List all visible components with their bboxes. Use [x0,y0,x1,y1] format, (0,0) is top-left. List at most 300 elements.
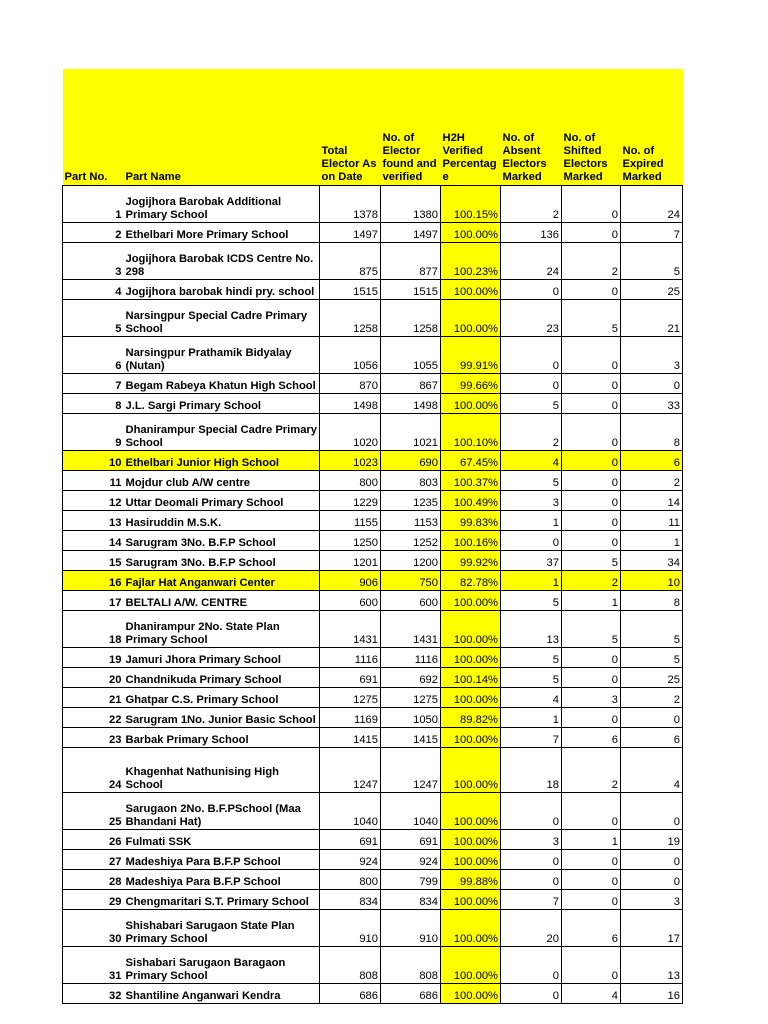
cell-shifted: 0 [562,471,621,491]
table-row [63,748,683,793]
cell-h2h-percentage: 100.00% [441,748,501,793]
cell-h2h-percentage: 100.00% [441,280,501,300]
cell-absent: 0 [501,984,562,1004]
cell-total-electors: 1023 [320,451,381,471]
cell-part-no: 20 [63,668,124,688]
cell-part-no: 4 [63,280,124,300]
table-row [63,531,683,551]
cell-h2h-percentage: 100.00% [441,300,501,337]
cell-part-no: 14 [63,531,124,551]
cell-part-name: Shishabari Sarugaon State Plan Primary School [124,910,320,947]
cell-expired: 8 [621,591,683,611]
cell-h2h-percentage: 100.23% [441,243,501,280]
cell-shifted: 0 [562,708,621,728]
cell-part-name: BELTALI A/W. CENTRE [124,591,320,611]
cell-expired: 33 [621,394,683,414]
cell-found-verified: 867 [381,374,441,394]
cell-h2h-percentage: 100.37% [441,471,501,491]
table-row [63,394,683,414]
table-row [63,947,683,984]
cell-absent: 0 [501,850,562,870]
table-row [63,551,683,571]
cell-part-name: Sarugram 3No. B.F.P School [124,531,320,551]
cell-shifted: 0 [562,850,621,870]
cell-shifted: 0 [562,491,621,511]
cell-total-electors: 1040 [320,793,381,830]
cell-part-no: 27 [63,850,124,870]
cell-absent: 37 [501,551,562,571]
cell-total-electors: 906 [320,571,381,591]
cell-h2h-percentage: 100.00% [441,688,501,708]
cell-h2h-percentage: 99.92% [441,551,501,571]
cell-total-electors: 691 [320,830,381,850]
cell-h2h-percentage: 100.00% [441,830,501,850]
cell-part-name: Narsingpur Special Cadre Primary School [124,300,320,337]
cell-expired: 2 [621,471,683,491]
electors-table [62,69,683,1004]
cell-part-no: 15 [63,551,124,571]
cell-found-verified: 690 [381,451,441,471]
cell-absent: 1 [501,511,562,531]
table-row [63,186,683,223]
cell-part-no: 18 [63,611,124,648]
cell-total-electors: 691 [320,668,381,688]
cell-found-verified: 1200 [381,551,441,571]
cell-shifted: 0 [562,890,621,910]
cell-absent: 5 [501,648,562,668]
cell-found-verified: 1050 [381,708,441,728]
cell-part-name: Sarugram 3No. B.F.P School [124,551,320,571]
cell-found-verified: 692 [381,668,441,688]
cell-total-electors: 808 [320,947,381,984]
table-row [63,611,683,648]
cell-absent: 4 [501,451,562,471]
cell-part-no: 17 [63,591,124,611]
cell-part-name: Sarugram 1No. Junior Basic School [124,708,320,728]
cell-part-name: Sishabari Sarugaon Baragaon Primary School [124,947,320,984]
cell-part-name: Fulmati SSK [124,830,320,850]
cell-absent: 3 [501,830,562,850]
cell-found-verified: 1380 [381,186,441,223]
cell-part-no: 16 [63,571,124,591]
cell-found-verified: 1252 [381,531,441,551]
cell-expired: 17 [621,910,683,947]
cell-absent: 24 [501,243,562,280]
table-row [63,850,683,870]
cell-part-no: 21 [63,688,124,708]
cell-found-verified: 808 [381,947,441,984]
table-row [63,648,683,668]
cell-shifted: 0 [562,374,621,394]
cell-h2h-percentage: 100.00% [441,947,501,984]
cell-absent: 0 [501,280,562,300]
cell-expired: 24 [621,186,683,223]
cell-part-no: 31 [63,947,124,984]
table-row [63,708,683,728]
cell-expired: 14 [621,491,683,511]
table-body [63,186,683,1004]
cell-found-verified: 600 [381,591,441,611]
cell-expired: 34 [621,551,683,571]
cell-shifted: 0 [562,337,621,374]
cell-shifted: 6 [562,910,621,947]
cell-part-no: 6 [63,337,124,374]
cell-h2h-percentage: 100.00% [441,223,501,243]
table-row [63,910,683,947]
cell-expired: 0 [621,850,683,870]
cell-absent: 2 [501,414,562,451]
cell-found-verified: 1498 [381,394,441,414]
cell-part-name: Chengmaritari S.T. Primary School [124,890,320,910]
cell-found-verified: 1258 [381,300,441,337]
cell-part-name: Ethelbari More Primary School [124,223,320,243]
cell-part-no: 12 [63,491,124,511]
cell-found-verified: 1415 [381,728,441,748]
table-row [63,984,683,1004]
cell-expired: 5 [621,648,683,668]
cell-part-no: 30 [63,910,124,947]
header-part-no: Part No. [63,127,124,186]
header-found-verified: No. of Elector found and verified [381,127,441,186]
cell-expired: 5 [621,243,683,280]
cell-part-no: 32 [63,984,124,1004]
cell-h2h-percentage: 100.16% [441,531,501,551]
table-row [63,280,683,300]
table-row [63,830,683,850]
cell-absent: 20 [501,910,562,947]
cell-found-verified: 686 [381,984,441,1004]
cell-total-electors: 1415 [320,728,381,748]
cell-total-electors: 1515 [320,280,381,300]
header-band [63,69,683,127]
cell-part-name: Madeshiya Para B.F.P School [124,870,320,890]
cell-shifted: 0 [562,947,621,984]
cell-expired: 3 [621,890,683,910]
cell-part-no: 1 [63,186,124,223]
cell-total-electors: 1498 [320,394,381,414]
cell-found-verified: 1235 [381,491,441,511]
cell-shifted: 0 [562,451,621,471]
cell-shifted: 5 [562,551,621,571]
cell-expired: 0 [621,708,683,728]
cell-part-no: 28 [63,870,124,890]
cell-part-no: 22 [63,708,124,728]
cell-shifted: 2 [562,243,621,280]
cell-total-electors: 1155 [320,511,381,531]
cell-shifted: 5 [562,300,621,337]
cell-total-electors: 910 [320,910,381,947]
cell-h2h-percentage: 100.00% [441,890,501,910]
header-h2h-percentage: H2H Verified Percentag e [441,127,501,186]
cell-h2h-percentage: 67.45% [441,451,501,471]
table-row [63,451,683,471]
cell-shifted: 0 [562,870,621,890]
cell-found-verified: 924 [381,850,441,870]
cell-shifted: 0 [562,394,621,414]
cell-part-no: 26 [63,830,124,850]
cell-part-no: 3 [63,243,124,280]
cell-shifted: 0 [562,414,621,451]
cell-expired: 8 [621,414,683,451]
cell-absent: 0 [501,374,562,394]
table-row [63,223,683,243]
cell-found-verified: 1497 [381,223,441,243]
cell-absent: 0 [501,870,562,890]
cell-part-name: Ethelbari Junior High School [124,451,320,471]
cell-part-no: 9 [63,414,124,451]
cell-part-no: 13 [63,511,124,531]
cell-shifted: 3 [562,688,621,708]
cell-part-name: Shantiline Anganwari Kendra [124,984,320,1004]
cell-total-electors: 1497 [320,223,381,243]
cell-part-no: 25 [63,793,124,830]
cell-part-no: 19 [63,648,124,668]
cell-h2h-percentage: 99.83% [441,511,501,531]
table-row [63,491,683,511]
cell-shifted: 5 [562,611,621,648]
cell-shifted: 0 [562,531,621,551]
cell-shifted: 0 [562,668,621,688]
cell-part-name: Khagenhat Nathunising High School [124,748,320,793]
cell-shifted: 0 [562,223,621,243]
cell-expired: 10 [621,571,683,591]
cell-found-verified: 1153 [381,511,441,531]
cell-h2h-percentage: 82.78% [441,571,501,591]
cell-expired: 0 [621,793,683,830]
cell-part-name: Sarugaon 2No. B.F.PSchool (Maa Bhandani Hat) [124,793,320,830]
cell-shifted: 2 [562,571,621,591]
cell-part-no: 11 [63,471,124,491]
cell-part-name: Uttar Deomali Primary School [124,491,320,511]
cell-part-name: Begam Rabeya Khatun High School [124,374,320,394]
cell-expired: 7 [621,223,683,243]
cell-expired: 25 [621,668,683,688]
cell-shifted: 2 [562,748,621,793]
cell-total-electors: 800 [320,471,381,491]
cell-expired: 16 [621,984,683,1004]
cell-shifted: 0 [562,280,621,300]
table-row [63,591,683,611]
cell-shifted: 4 [562,984,621,1004]
cell-shifted: 0 [562,186,621,223]
table-row [63,668,683,688]
cell-h2h-percentage: 100.10% [441,414,501,451]
cell-total-electors: 1020 [320,414,381,451]
table-row [63,337,683,374]
cell-total-electors: 834 [320,890,381,910]
cell-part-no: 8 [63,394,124,414]
cell-total-electors: 1431 [320,611,381,648]
cell-total-electors: 800 [320,870,381,890]
cell-found-verified: 1040 [381,793,441,830]
cell-h2h-percentage: 100.00% [441,910,501,947]
cell-absent: 5 [501,591,562,611]
cell-absent: 3 [501,491,562,511]
cell-part-no: 24 [63,748,124,793]
cell-found-verified: 1055 [381,337,441,374]
cell-h2h-percentage: 100.00% [441,394,501,414]
cell-total-electors: 1056 [320,337,381,374]
cell-h2h-percentage: 99.66% [441,374,501,394]
cell-found-verified: 799 [381,870,441,890]
cell-part-name: J.L. Sargi Primary School [124,394,320,414]
cell-part-name: Madeshiya Para B.F.P School [124,850,320,870]
cell-part-name: Jogijhora Barobak ICDS Centre No. 298 [124,243,320,280]
cell-total-electors: 1229 [320,491,381,511]
cell-expired: 6 [621,728,683,748]
cell-shifted: 6 [562,728,621,748]
cell-found-verified: 750 [381,571,441,591]
table-row [63,414,683,451]
cell-part-name: Barbak Primary School [124,728,320,748]
header-absent-electors: No. of Absent Electors Marked [501,127,562,186]
cell-absent: 4 [501,688,562,708]
cell-expired: 6 [621,451,683,471]
cell-h2h-percentage: 100.00% [441,984,501,1004]
cell-part-name: Dhanirampur Special Cadre Primary School [124,414,320,451]
header-expired: No. of Expired Marked [621,127,683,186]
cell-h2h-percentage: 99.91% [441,337,501,374]
cell-total-electors: 1378 [320,186,381,223]
cell-h2h-percentage: 100.00% [441,728,501,748]
cell-absent: 7 [501,728,562,748]
header-part-name: Part Name [124,127,320,186]
cell-part-name: Chandnikuda Primary School [124,668,320,688]
cell-expired: 4 [621,748,683,793]
cell-part-no: 10 [63,451,124,471]
cell-h2h-percentage: 100.00% [441,793,501,830]
cell-total-electors: 600 [320,591,381,611]
cell-part-name: Hasiruddin M.S.K. [124,511,320,531]
cell-h2h-percentage: 100.15% [441,186,501,223]
cell-total-electors: 924 [320,850,381,870]
table-row [63,243,683,280]
cell-absent: 1 [501,571,562,591]
cell-absent: 5 [501,471,562,491]
cell-part-no: 7 [63,374,124,394]
cell-found-verified: 1431 [381,611,441,648]
table-row [63,571,683,591]
cell-found-verified: 1275 [381,688,441,708]
cell-absent: 136 [501,223,562,243]
cell-found-verified: 1021 [381,414,441,451]
cell-found-verified: 803 [381,471,441,491]
cell-found-verified: 834 [381,890,441,910]
header-total-electors: Total Elector As on Date [320,127,381,186]
cell-h2h-percentage: 100.00% [441,850,501,870]
cell-expired: 2 [621,688,683,708]
table-row [63,870,683,890]
cell-total-electors: 1275 [320,688,381,708]
cell-absent: 1 [501,708,562,728]
cell-part-name: Jamuri Jhora Primary School [124,648,320,668]
table-row [63,511,683,531]
header-shifted-electors: No. of Shifted Electors Marked [562,127,621,186]
cell-absent: 0 [501,337,562,374]
cell-absent: 0 [501,793,562,830]
cell-found-verified: 1116 [381,648,441,668]
cell-total-electors: 1169 [320,708,381,728]
cell-part-name: Jogijhora Barobak Additional Primary School [124,186,320,223]
cell-expired: 11 [621,511,683,531]
cell-found-verified: 1247 [381,748,441,793]
cell-expired: 1 [621,531,683,551]
cell-total-electors: 870 [320,374,381,394]
cell-shifted: 0 [562,793,621,830]
cell-part-name: Narsingpur Prathamik Bidyalay (Nutan) [124,337,320,374]
cell-total-electors: 1247 [320,748,381,793]
cell-h2h-percentage: 89.82% [441,708,501,728]
cell-absent: 13 [501,611,562,648]
cell-part-name: Fajlar Hat Anganwari Center [124,571,320,591]
cell-shifted: 0 [562,648,621,668]
spreadsheet [62,69,682,1004]
table-row [63,728,683,748]
table-row [63,300,683,337]
cell-found-verified: 691 [381,830,441,850]
cell-total-electors: 1201 [320,551,381,571]
header-row [63,127,683,186]
cell-absent: 5 [501,668,562,688]
cell-h2h-percentage: 100.49% [441,491,501,511]
cell-total-electors: 1116 [320,648,381,668]
cell-expired: 13 [621,947,683,984]
cell-shifted: 1 [562,830,621,850]
cell-part-no: 23 [63,728,124,748]
table-row [63,890,683,910]
cell-total-electors: 686 [320,984,381,1004]
cell-part-no: 5 [63,300,124,337]
cell-expired: 5 [621,611,683,648]
cell-part-no: 29 [63,890,124,910]
cell-expired: 21 [621,300,683,337]
cell-absent: 2 [501,186,562,223]
table-row [63,374,683,394]
cell-part-name: Mojdur club A/W centre [124,471,320,491]
cell-absent: 7 [501,890,562,910]
cell-part-name: Jogijhora barobak hindi pry. school [124,280,320,300]
cell-expired: 0 [621,374,683,394]
cell-absent: 0 [501,947,562,984]
cell-expired: 19 [621,830,683,850]
cell-h2h-percentage: 100.00% [441,648,501,668]
cell-found-verified: 910 [381,910,441,947]
cell-expired: 25 [621,280,683,300]
table-row [63,471,683,491]
cell-total-electors: 1258 [320,300,381,337]
cell-part-no: 2 [63,223,124,243]
cell-expired: 3 [621,337,683,374]
cell-h2h-percentage: 100.14% [441,668,501,688]
cell-part-name: Dhanirampur 2No. State Plan Primary School [124,611,320,648]
cell-shifted: 1 [562,591,621,611]
cell-part-name: Ghatpar C.S. Primary School [124,688,320,708]
cell-found-verified: 877 [381,243,441,280]
cell-absent: 23 [501,300,562,337]
cell-total-electors: 1250 [320,531,381,551]
cell-h2h-percentage: 100.00% [441,611,501,648]
cell-found-verified: 1515 [381,280,441,300]
cell-absent: 18 [501,748,562,793]
cell-h2h-percentage: 99.88% [441,870,501,890]
cell-absent: 0 [501,531,562,551]
cell-expired: 0 [621,870,683,890]
cell-total-electors: 875 [320,243,381,280]
cell-shifted: 0 [562,511,621,531]
table-row [63,793,683,830]
cell-absent: 5 [501,394,562,414]
table-row [63,688,683,708]
